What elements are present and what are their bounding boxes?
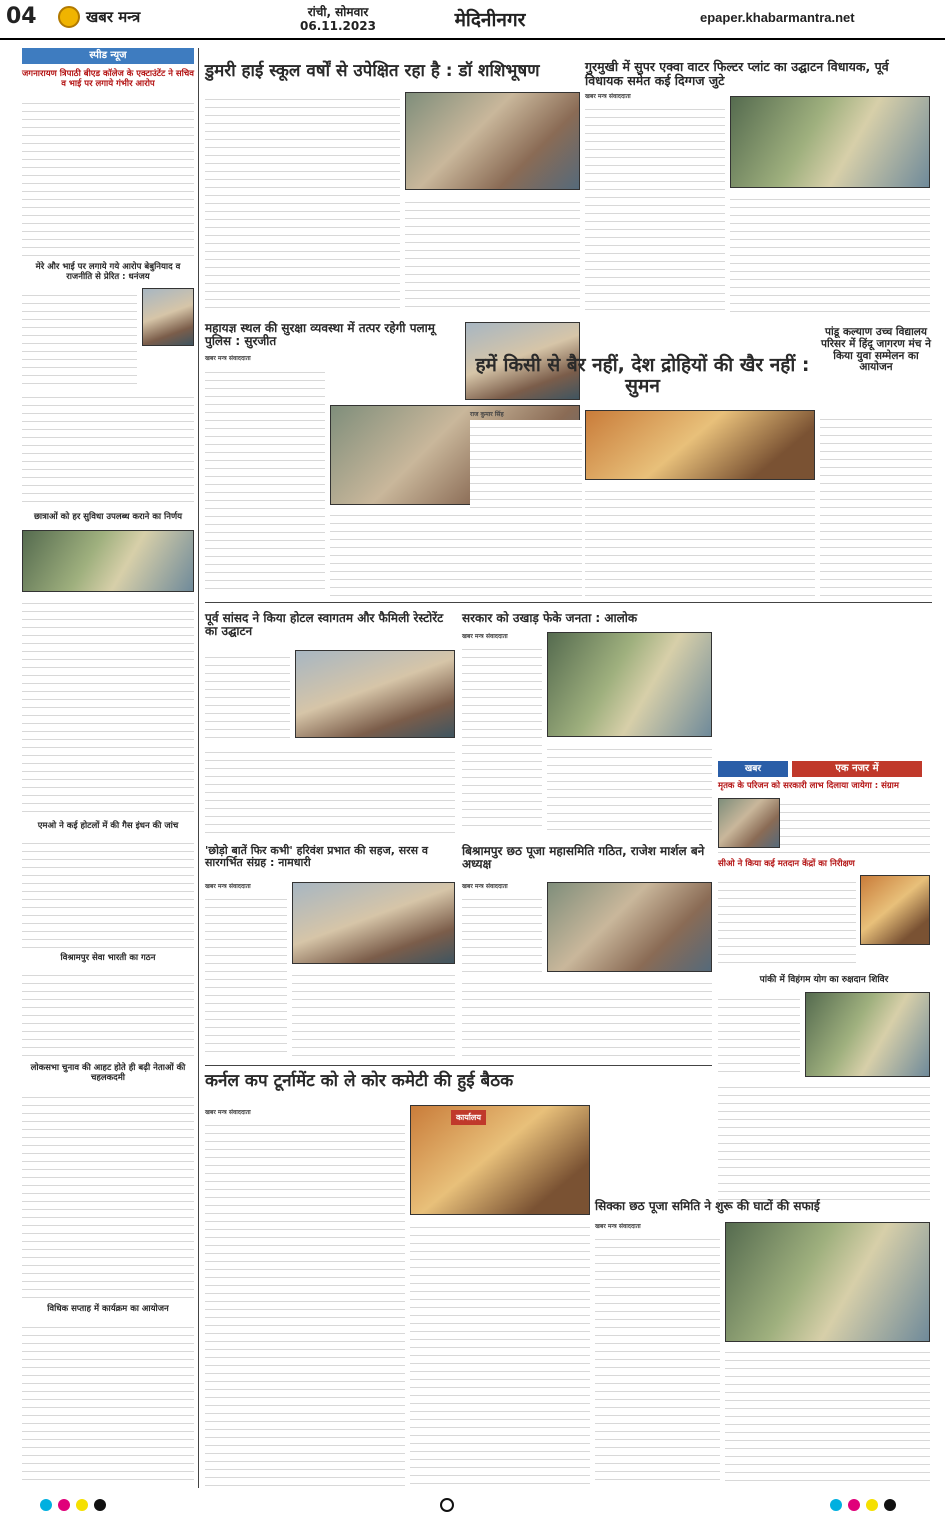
article-3-byline: खबर मन्त्र संवाददाता — [205, 355, 251, 362]
column-divider — [198, 48, 199, 1488]
left-headline-5[interactable]: विश्रामपुर सेवा भारती का गठन — [60, 953, 156, 963]
article-4-body-2 — [585, 484, 815, 598]
article-4-headline[interactable]: हमें किसी से बैर नहीं, देश द्रोहियों की खैर नहीं : सुमन — [475, 354, 810, 398]
article-3-headline[interactable]: महायज्ञ स्थल की सुरक्षा व्यवस्था में तत्पर रहेगी पलामू पुलिस : सुरजीत — [205, 321, 435, 349]
article-11-photo — [547, 882, 712, 972]
article-13-body-2 — [410, 1220, 590, 1486]
yellow-dot — [76, 1499, 88, 1511]
article-12-body-2 — [718, 1080, 930, 1200]
article-12-headline[interactable]: पांकी में विहंगम योग का रुक्षदान शिविर — [759, 975, 889, 985]
article-7-photo — [547, 632, 712, 737]
registration-mark-icon — [440, 1498, 454, 1512]
article-11-byline: खबर मन्त्र संवाददाता — [462, 883, 508, 890]
article-14-photo — [725, 1222, 930, 1342]
left-headline-1[interactable]: जगनारायण त्रिपाठी बीएड कॉलेज के एक्टाउंटेंट ने सचिव व भाई पर लगाये गंभीर आरोप — [22, 69, 195, 89]
section-rule-2 — [205, 1065, 712, 1066]
article-14-headline[interactable]: सिक्का छठ पूजा समिति ने शुरू की घाटों की सफाई — [595, 1199, 820, 1213]
article-13-headline[interactable]: कर्नल कप टूर्नामेंट को ले कोर कमेटी की हुई बैठक — [205, 1071, 514, 1091]
article-11-body — [462, 892, 542, 972]
article-9-photo — [860, 875, 930, 945]
city-day: रांची, सोमवार — [307, 5, 369, 19]
left-body-5 — [22, 836, 194, 950]
edition-title: मेदिनीनगर — [454, 9, 526, 31]
yellow-dot-right — [866, 1499, 878, 1511]
article-5-headline[interactable]: पांडू कल्याण उच्च विद्यालय परिसर में हिंदू जागरण मंच ने किया युवा सम्मेलन का आयोजन — [821, 326, 931, 374]
khabar-badge: खबर — [718, 761, 788, 777]
article-7-body-2 — [547, 742, 712, 832]
article-11-body-2 — [462, 976, 712, 1058]
article-3-body — [205, 365, 325, 595]
print-registration-bar — [0, 1493, 945, 1517]
article-1-photo — [405, 92, 580, 190]
left-body-3 — [22, 390, 194, 502]
article-2-headline[interactable]: गुरमुखी में सुपर एक्वा वाटर फिल्टर प्लांट का उद्घाटन विधायक, पूर्व विधायक समेत कई दिग्गज जुटे — [585, 59, 889, 88]
article-1-body-2 — [405, 195, 580, 313]
brand-logo-icon — [58, 6, 80, 28]
article-7-body — [462, 642, 542, 832]
article-6-body-2 — [205, 745, 455, 833]
section-rule — [205, 602, 932, 603]
article-1-body — [205, 92, 400, 314]
article-4-photo — [585, 410, 815, 480]
left-body-1 — [22, 96, 194, 258]
masthead — [0, 0, 945, 40]
article-13-byline: खबर मन्त्र संवाददाता — [205, 1109, 251, 1116]
article-2-body — [585, 102, 725, 314]
article-13-body — [205, 1118, 405, 1486]
article-14-body-2 — [725, 1345, 930, 1486]
article-13-photo — [410, 1105, 590, 1215]
left-headline-6[interactable]: लोकसभा चुनाव की आहट होते ही बढ़ी नेताओं की चहलकदमी — [30, 1063, 186, 1083]
cyan-dot-right — [830, 1499, 842, 1511]
article-14-byline: खबर मन्त्र संवाददाता — [595, 1223, 641, 1230]
article-9-headline[interactable]: सीओ ने किया कई मतदान केंद्रों का निरीक्षण — [718, 859, 855, 869]
article-12-photo — [805, 992, 930, 1077]
article-2-byline: खबर मन्त्र संवाददाता — [585, 93, 631, 100]
banner-text: कार्यालय — [451, 1110, 486, 1125]
article-7-headline[interactable]: सरकार को उखाड़ फेके जनता : आलोक — [462, 611, 638, 625]
article-6-headline[interactable]: पूर्व सांसद ने किया होटल स्वागतम और फैमिली रेस्टोरेंट का उद्घाटन — [205, 611, 444, 639]
black-dot-right — [884, 1499, 896, 1511]
article-11-headline[interactable]: बिश्रामपुर छठ पूजा महासमिति गठित, राजेश मार्शल बने अध्यक्ष — [462, 844, 705, 872]
article-4-byline: राज कुमार सिंह — [470, 411, 504, 418]
article-2-body-2 — [730, 192, 930, 314]
article-1-headline[interactable]: डुमरी हाई स्कूल वर्षों से उपेक्षित रहा है : डॉ शशिभूषण — [205, 61, 540, 81]
article-10-body-2 — [292, 968, 455, 1057]
article-10-photo — [292, 882, 455, 964]
date: 06.11.2023 — [300, 19, 376, 33]
magenta-dot-right — [848, 1499, 860, 1511]
article-5-body — [820, 412, 932, 598]
cyan-dot — [40, 1499, 52, 1511]
portrait-photo — [142, 288, 194, 346]
speed-news-label: स्पीड न्यूज — [22, 48, 194, 64]
article-8-photo — [718, 798, 780, 848]
left-headline-2[interactable]: मेरे और भाई पर लगाये गये आरोप बेबुनियाद व राजनीति से प्रेरित : धनंजय — [35, 262, 181, 282]
ek-nazar-badge: एक नजर में — [792, 761, 922, 777]
left-body-8 — [22, 1320, 194, 1482]
meeting-photo — [22, 530, 194, 592]
brand-name: खबर मन्त्र — [86, 8, 141, 26]
left-body-4 — [22, 596, 194, 816]
left-headline-4[interactable]: एमओ ने कई होटलों में की गैस इंधन की जांच — [37, 821, 179, 831]
article-12-body — [718, 992, 800, 1077]
article-10-body — [205, 892, 287, 1057]
article-10-byline: खबर मन्त्र संवाददाता — [205, 883, 251, 890]
website-url[interactable]: epaper.khabarmantra.net — [700, 10, 855, 25]
article-14-body — [595, 1232, 720, 1486]
article-2-photo — [730, 96, 930, 188]
left-body-6 — [22, 968, 194, 1060]
left-body-7 — [22, 1090, 194, 1300]
left-body-2 — [22, 288, 137, 388]
article-7-byline: खबर मन्त्र संवाददाता — [462, 633, 508, 640]
left-headline-3[interactable]: छात्राओं को हर सुविधा उपलब्ध कराने का निर्णय — [33, 512, 183, 522]
article-8-headline[interactable]: मृतक के परिजन को सरकारी लाभ दिलाया जायेगा : संग्राम — [718, 781, 899, 791]
magenta-dot — [58, 1499, 70, 1511]
page-number: 04 — [6, 4, 37, 29]
article-6-photo — [295, 650, 455, 738]
article-10-headline[interactable]: 'छोड़ो बातें फिर कभी' हरिवंश प्रभात की सहज, सरस व सारगर्भित संग्रह : नामधारी — [205, 844, 429, 870]
article-9-body — [718, 875, 856, 970]
left-headline-7[interactable]: विधिक सप्ताह में कार्यक्रम का आयोजन — [47, 1304, 169, 1314]
article-4-body — [470, 420, 582, 598]
black-dot — [94, 1499, 106, 1511]
